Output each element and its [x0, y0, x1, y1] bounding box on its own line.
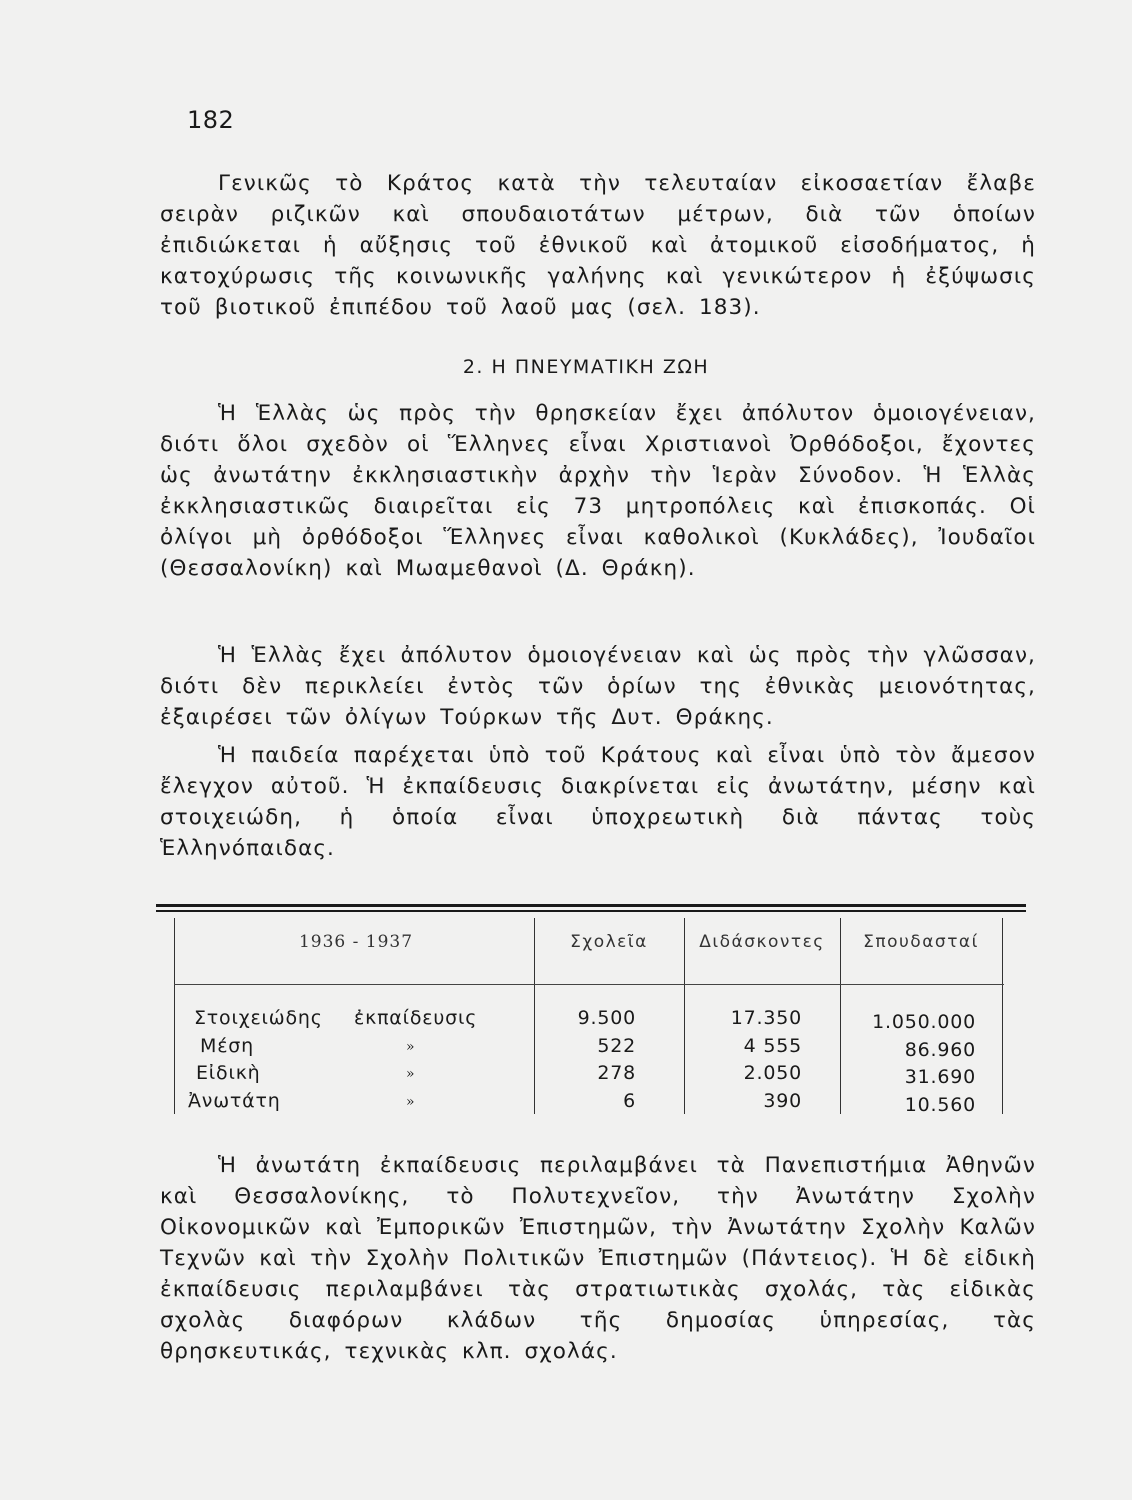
- ditto-mark: »: [406, 1039, 415, 1055]
- table-column-divider: [534, 918, 535, 1114]
- table-column-divider: [684, 918, 685, 1114]
- cell-students: 1.050.000: [872, 1011, 976, 1033]
- paragraph-higher-education: Ἡ ἀνωτάτη ἐκπαίδευσις περιλαμβάνει τὰ Πανεπιστήμια Ἀθηνῶν καὶ Θεσσαλονίκης, τὸ Πολυτεχνεῖον, τὴν Ἀνωτάτην Σχολὴν Οἰκονομικῶν καὶ Ἐμπορικῶν Ἐπιστημῶν, τὴν Ἀνωτάτην Σχολὴν Καλῶν Τεχνῶν καὶ τὴν Σχολὴν Πολιτικῶν Ἐπιστημῶν (Πάντειος). Ἡ δὲ εἰδικὴ ἐκπαίδευσις περιλαμβάνει τὰς στρατιωτικὰς σχολάς, τὰς εἰδικὰς σχολὰς διαφόρων κλάδων τῆς δημοσίας ὑπηρεσίας, τὰς θρησκευτικάς, τεχνικὰς κλπ. σχολάς.: [160, 1153, 1036, 1364]
- cell-teachers: 2.050: [743, 1062, 802, 1084]
- table-header-students: Σπουδασταί: [863, 932, 979, 952]
- cell-teachers: 4 555: [743, 1035, 802, 1057]
- row-label: Στοιχειώδης: [194, 1007, 323, 1029]
- table-column-divider: [840, 918, 841, 1114]
- table-header-years: 1936 - 1937: [298, 932, 414, 952]
- table-top-rule-thin: [156, 910, 1026, 912]
- cell-schools: 9.500: [577, 1007, 636, 1029]
- cell-students: 86.960: [904, 1039, 976, 1061]
- cell-students: 31.690: [904, 1066, 976, 1088]
- table-header-schools: Σχολεῖα: [570, 932, 648, 952]
- paragraph-language: Ἡ Ἑλλὰς ἔχει ἀπόλυτον ὁμοιογένειαν καὶ ὡς πρὸς τὴν γλῶσσαν, διότι δὲν περικλείει ἐντὸς τῶν ὁρίων της ἐθνικὰς μειονότητας, ἐξαιρέσει τῶν ὀλίγων Τούρκων τῆς Δυτ. Θράκης.: [160, 643, 1036, 730]
- section-heading: 2. Η ΠΝΕΥΜΑΤΙΚΗ ΖΩΗ: [462, 356, 710, 378]
- paragraph-education: Ἡ παιδεία παρέχεται ὑπὸ τοῦ Κράτους καὶ εἶναι ὑπὸ τὸν ἄμεσον ἔλεγχον αὐτοῦ. Ἡ ἐκπαίδευσις διακρίνεται εἰς ἀνωτάτην, μέσην καὶ στοιχειώδη, ἡ ὁποία εἶναι ὑποχρεωτικὴ διὰ πάντας τοὺς Ἑλληνόπαιδας.: [160, 743, 1036, 861]
- row-label: Εἰδικὴ: [196, 1062, 261, 1084]
- cell-students: 10.560: [904, 1094, 976, 1116]
- table-left-border: [174, 918, 175, 1114]
- row-label-extra: ἐκπαίδευσις: [354, 1007, 478, 1029]
- row-label: Ἀνωτάτη: [188, 1090, 281, 1112]
- cell-teachers: 17.350: [730, 1007, 802, 1029]
- cell-schools: 6: [623, 1090, 636, 1112]
- table-header-teachers: Διδάσκοντες: [699, 932, 825, 952]
- page-number: 182: [187, 106, 235, 134]
- cell-schools: 522: [597, 1035, 636, 1057]
- table-header-rule: [174, 984, 1004, 985]
- paragraph-religion: Ἡ Ἑλλὰς ὡς πρὸς τὴν θρησκείαν ἔχει ἀπόλυτον ὁμοιογένειαν, διότι ὅλοι σχεδὸν οἱ Ἕλληνες εἶναι Χριστιανοὶ Ὀρθόδοξοι, ἔχοντες ὡς ἀνωτάτην ἐκκλησιαστικὴν ἀρχὴν τὴν Ἱερὰν Σύνοδον. Ἡ Ἑλλὰς ἐκκλησιαστικῶς διαιρεῖται εἰς 73 μητροπόλεις καὶ ἐπισκοπάς. Οἱ ὀλίγοι μὴ ὀρθόδοξοι Ἕλληνες εἶναι καθολικοὶ (Κυκλάδες), Ἰουδαῖοι (Θεσσαλονίκη) καὶ Μωαμεθανοὶ (Δ. Θράκη).: [160, 401, 1036, 581]
- ditto-mark: »: [406, 1094, 415, 1110]
- education-table: [156, 904, 1026, 1119]
- table-right-border: [1002, 918, 1003, 1114]
- table-top-rule: [156, 904, 1026, 907]
- row-label: Μέση: [200, 1035, 254, 1057]
- paragraph-state-measures: Γενικῶς τὸ Κράτος κατὰ τὴν τελευταίαν εἰκοσαετίαν ἔλαβε σειρὰν ριζικῶν καὶ σπουδαιοτάτων μέτρων, διὰ τῶν ὁποίων ἐπιδιώκεται ἡ αὔξησις τοῦ ἐθνικοῦ καὶ ἀτομικοῦ εἰσοδήματος, ἡ κατοχύρωσις τῆς κοινωνικῆς γαλήνης καὶ γενικώτερον ἡ ἐξύψωσις τοῦ βιοτικοῦ ἐπιπέδου τοῦ λαοῦ μας (σελ. 183).: [160, 171, 1036, 320]
- cell-teachers: 390: [763, 1090, 802, 1112]
- ditto-mark: »: [406, 1066, 415, 1082]
- cell-schools: 278: [597, 1062, 636, 1084]
